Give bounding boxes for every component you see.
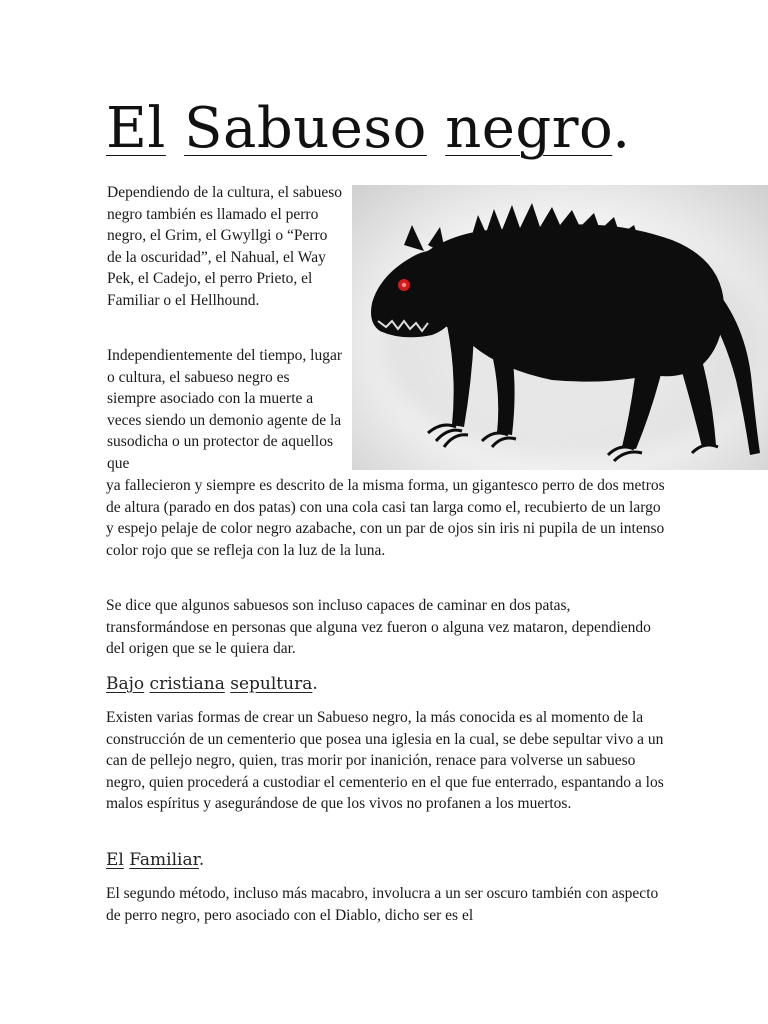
hound-drawing: [352, 185, 768, 470]
heading-period: .: [198, 850, 205, 870]
section-heading-burial: [106, 673, 318, 695]
paragraph-text: Se dice que algunos sabuesos son incluso capaces de caminar en dos patas, transformándose en personas que alguna vez fueron o alguna vez mataron, dependiendo del origen que se le quiera dar.: [106, 597, 651, 658]
paragraph-text: ya fallecieron y siempre es descrito de la misma forma, un gigantesco perro de dos metros de altura (parado en dos patas) con una cola casi tan larga como el, recubierto de un largo y espejo pelaje de color negro azabache, con un par de ojos sin iris ni pupila de un intenso color rojo que se refleja con la luz de la luna.: [106, 477, 665, 559]
heading-word: Bajo: [106, 674, 145, 694]
description-paragraph-continued: [106, 475, 666, 561]
paragraph-text: Dependiendo de la cultura, el sabueso negro también es llamado el perro negro, el Grim, el Gwyllgi o “Perro de la oscuridad”, el Nahual, el Way Pek, el Cadejo, el perro Prieto, el Familiar o el Hellhound.: [107, 184, 342, 309]
transformation-paragraph: [106, 595, 666, 660]
paragraph-text: El segundo método, incluso más macabro, involucra a un ser oscuro también con aspecto de perro negro, pero asociado con el Diablo, dicho ser es el: [106, 885, 659, 924]
black-hound-illustration: [352, 185, 768, 470]
title-word: Sabueso: [184, 96, 427, 161]
burial-paragraph: [106, 707, 666, 815]
heading-word: El: [106, 850, 124, 870]
paragraph-text: Existen varias formas de crear un Sabueso negro, la más conocida es al momento de la construcción de un cementerio que posea una iglesia en la cual, se debe sepultar vivo a un can de pellejo negro, quien, tras morir por inanición, renace para volverse un sabueso negro, quien procederá a custodiar el cementerio en el que fue enterrado, espantando a los malos espíritus y asegurándose de que los vivos no profanen a los muertos.: [106, 709, 664, 813]
section-heading-familiar: [106, 849, 204, 871]
title-word: negro: [445, 96, 613, 161]
intro-paragraph: [107, 182, 342, 312]
heading-word: sepultura: [230, 674, 313, 694]
description-paragraph-start: [107, 345, 342, 475]
familiar-paragraph: [106, 883, 666, 926]
paragraph-text: Independientemente del tiempo, lugar o cultura, el sabueso negro es siempre asociado con la muerte a veces siendo un demonio agente de la susodicha o un protector de aquellos que: [107, 347, 342, 472]
heading-word: cristiana: [149, 674, 225, 694]
title-period: .: [612, 96, 631, 161]
title-word: El: [106, 96, 166, 161]
heading-word: Familiar: [129, 850, 199, 870]
page-title: [106, 96, 631, 162]
heading-period: .: [312, 674, 318, 694]
